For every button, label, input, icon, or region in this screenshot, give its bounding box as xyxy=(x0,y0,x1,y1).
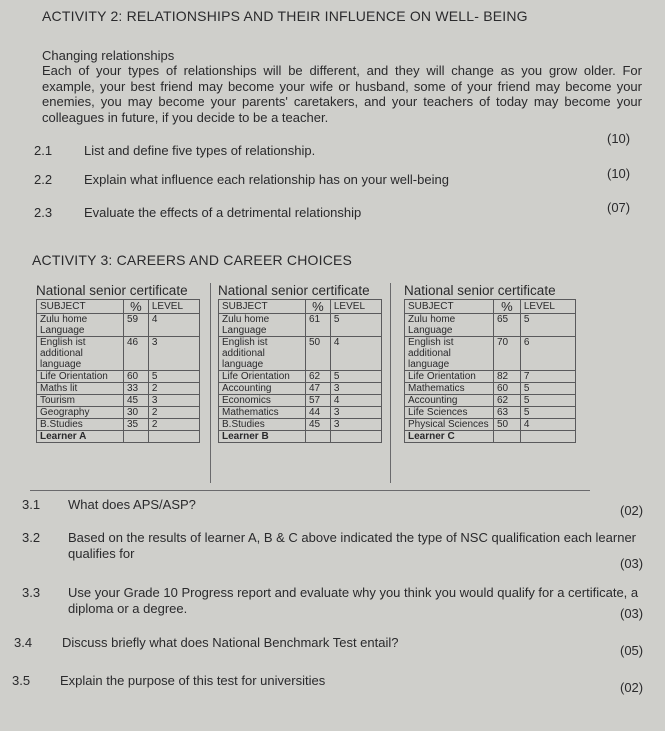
percent-cell: 35 xyxy=(124,419,149,431)
table-row xyxy=(405,371,576,383)
question-number: 2.3 xyxy=(34,205,53,220)
activity-3-title: ACTIVITY 3: CAREERS AND CAREER CHOICES xyxy=(32,252,353,268)
table-row xyxy=(37,383,200,395)
percent-cell: 62 xyxy=(306,371,331,383)
level-cell: 4 xyxy=(148,314,199,337)
subject-cell: Life Orientation xyxy=(219,371,306,383)
percent-cell: 59 xyxy=(124,314,149,337)
level-cell: 6 xyxy=(520,337,575,371)
subject-cell: Zulu home Language xyxy=(37,314,124,337)
question-marks: (02) xyxy=(620,680,644,695)
level-cell: 4 xyxy=(330,395,381,407)
question-number: 2.1 xyxy=(34,143,53,158)
question-marks: (03) xyxy=(620,556,644,571)
question-text: List and define five types of relationship. xyxy=(84,143,316,158)
level-cell: 3 xyxy=(330,383,381,395)
subject-cell: Economics xyxy=(219,395,306,407)
percent-cell: 50 xyxy=(306,337,331,371)
column-header: % xyxy=(124,300,149,314)
column-header: SUBJECT xyxy=(37,300,124,314)
percent-cell: 63 xyxy=(494,407,521,419)
subject-cell: Geography xyxy=(37,407,124,419)
column-header: LEVEL xyxy=(520,300,575,314)
level-cell: 3 xyxy=(148,395,199,407)
table-row xyxy=(219,407,382,419)
subject-cell: Life Orientation xyxy=(37,371,124,383)
level-cell: 5 xyxy=(148,371,199,383)
level-cell: 5 xyxy=(520,383,575,395)
table-row xyxy=(37,337,200,371)
table-row xyxy=(405,383,576,395)
question-text: Use your Grade 10 Progress report and evaluate why you think you would qualify for a certificate, a diploma or a degree. xyxy=(68,585,639,616)
percent-cell: 47 xyxy=(306,383,331,395)
table-row xyxy=(219,419,382,431)
subject-cell: Tourism xyxy=(37,395,124,407)
level-cell: 5 xyxy=(330,314,381,337)
percent-cell: 46 xyxy=(124,337,149,371)
question-text: Explain what influence each relationship has on your well-being xyxy=(84,172,449,187)
subject-cell: English ist additional language xyxy=(219,337,306,371)
section-subheading: Changing relationships xyxy=(42,48,175,63)
column-header: SUBJECT xyxy=(405,300,494,314)
table-row xyxy=(405,407,576,419)
level-cell: 3 xyxy=(330,419,381,431)
level-cell: 5 xyxy=(330,371,381,383)
table-row xyxy=(219,395,382,407)
question-marks: (03) xyxy=(620,606,644,621)
learner-row xyxy=(37,431,200,443)
question-marks: (05) xyxy=(620,643,644,658)
table-title: National senior certificate xyxy=(218,283,370,298)
question-number: 3.2 xyxy=(22,530,41,545)
table-row xyxy=(219,383,382,395)
table-row xyxy=(405,419,576,431)
level-cell: 3 xyxy=(148,337,199,371)
percent-cell: 61 xyxy=(306,314,331,337)
subject-cell: Zulu home Language xyxy=(219,314,306,337)
subject-cell: Accounting xyxy=(405,395,494,407)
question-text: Based on the results of learner A, B & C above indicated the type of NSC qualification each learner qualifies for xyxy=(68,530,637,561)
column-header: LEVEL xyxy=(330,300,381,314)
level-cell: 5 xyxy=(520,407,575,419)
learner-label: Learner A xyxy=(37,431,124,443)
level-cell: 3 xyxy=(330,407,381,419)
divider xyxy=(210,283,211,483)
subject-cell: Mathematics xyxy=(405,383,494,395)
question-number: 2.2 xyxy=(34,172,53,187)
table-title: National senior certificate xyxy=(36,283,188,298)
percent-cell: 44 xyxy=(306,407,331,419)
percent-cell: 82 xyxy=(494,371,521,383)
subject-cell: B.Studies xyxy=(37,419,124,431)
question-marks: (10) xyxy=(607,131,631,146)
divider xyxy=(390,283,391,483)
learner-row xyxy=(405,431,576,443)
table-row xyxy=(219,371,382,383)
divider xyxy=(30,490,590,491)
question-text: Evaluate the effects of a detrimental relationship xyxy=(84,205,362,220)
activity-2-title: ACTIVITY 2: RELATIONSHIPS AND THEIR INFLUENCE ON WELL- BEING xyxy=(42,8,528,24)
column-header: SUBJECT xyxy=(219,300,306,314)
subject-cell: Maths lit xyxy=(37,383,124,395)
percent-cell: 60 xyxy=(494,383,521,395)
learner-label: Learner B xyxy=(219,431,306,443)
table-row xyxy=(405,395,576,407)
intro-paragraph: Each of your types of relationships will be different, and they will change as you grow older. For example, your best friend may become your wife or husband, some of your friend may become your enemies, you may become your parents' caretakers, and your teachers of today may become your colleagues in future, if you decide to be a teacher. xyxy=(42,63,642,125)
percent-cell: 30 xyxy=(124,407,149,419)
level-cell: 2 xyxy=(148,419,199,431)
level-cell: 2 xyxy=(148,407,199,419)
subject-cell: Zulu home Language xyxy=(405,314,494,337)
percent-cell: 65 xyxy=(494,314,521,337)
table-row xyxy=(405,337,576,371)
subject-cell: B.Studies xyxy=(219,419,306,431)
subject-cell: Life Sciences xyxy=(405,407,494,419)
table-row xyxy=(405,314,576,337)
question-text: What does APS/ASP? xyxy=(68,497,196,512)
level-cell: 5 xyxy=(520,314,575,337)
percent-cell: 70 xyxy=(494,337,521,371)
question-text: Discuss briefly what does National Benchmark Test entail? xyxy=(62,635,399,650)
table-row xyxy=(219,314,382,337)
subject-cell: Accounting xyxy=(219,383,306,395)
subject-cell: Life Orientation xyxy=(405,371,494,383)
level-cell: 4 xyxy=(520,419,575,431)
percent-cell: 60 xyxy=(124,371,149,383)
percent-cell: 33 xyxy=(124,383,149,395)
table-row xyxy=(37,407,200,419)
level-cell: 2 xyxy=(148,383,199,395)
results-table-learner-a xyxy=(36,283,200,443)
question-marks: (07) xyxy=(607,200,631,215)
percent-cell: 45 xyxy=(306,419,331,431)
level-cell: 5 xyxy=(520,395,575,407)
column-header: % xyxy=(494,300,521,314)
table-title: National senior certificate xyxy=(404,283,556,298)
table-row xyxy=(37,371,200,383)
table-row xyxy=(37,395,200,407)
table-row xyxy=(219,337,382,371)
level-cell: 7 xyxy=(520,371,575,383)
column-header: LEVEL xyxy=(148,300,199,314)
question-number: 3.5 xyxy=(12,673,31,688)
percent-cell: 50 xyxy=(494,419,521,431)
question-text: Explain the purpose of this test for universities xyxy=(60,673,326,688)
percent-cell: 45 xyxy=(124,395,149,407)
question-number: 3.4 xyxy=(14,635,33,650)
results-table-learner-b xyxy=(218,283,382,443)
learner-label: Learner C xyxy=(405,431,494,443)
results-table-learner-c xyxy=(404,283,576,443)
question-number: 3.3 xyxy=(22,585,41,600)
learner-row xyxy=(219,431,382,443)
percent-cell: 57 xyxy=(306,395,331,407)
subject-cell: English ist additional language xyxy=(405,337,494,371)
column-header: % xyxy=(306,300,331,314)
subject-cell: Physical Sciences xyxy=(405,419,494,431)
subject-cell: Mathematics xyxy=(219,407,306,419)
question-marks: (10) xyxy=(607,166,631,181)
subject-cell: English ist additional language xyxy=(37,337,124,371)
question-marks: (02) xyxy=(620,503,644,518)
table-row xyxy=(37,419,200,431)
question-number: 3.1 xyxy=(22,497,41,512)
table-row xyxy=(37,314,200,337)
level-cell: 4 xyxy=(330,337,381,371)
percent-cell: 62 xyxy=(494,395,521,407)
